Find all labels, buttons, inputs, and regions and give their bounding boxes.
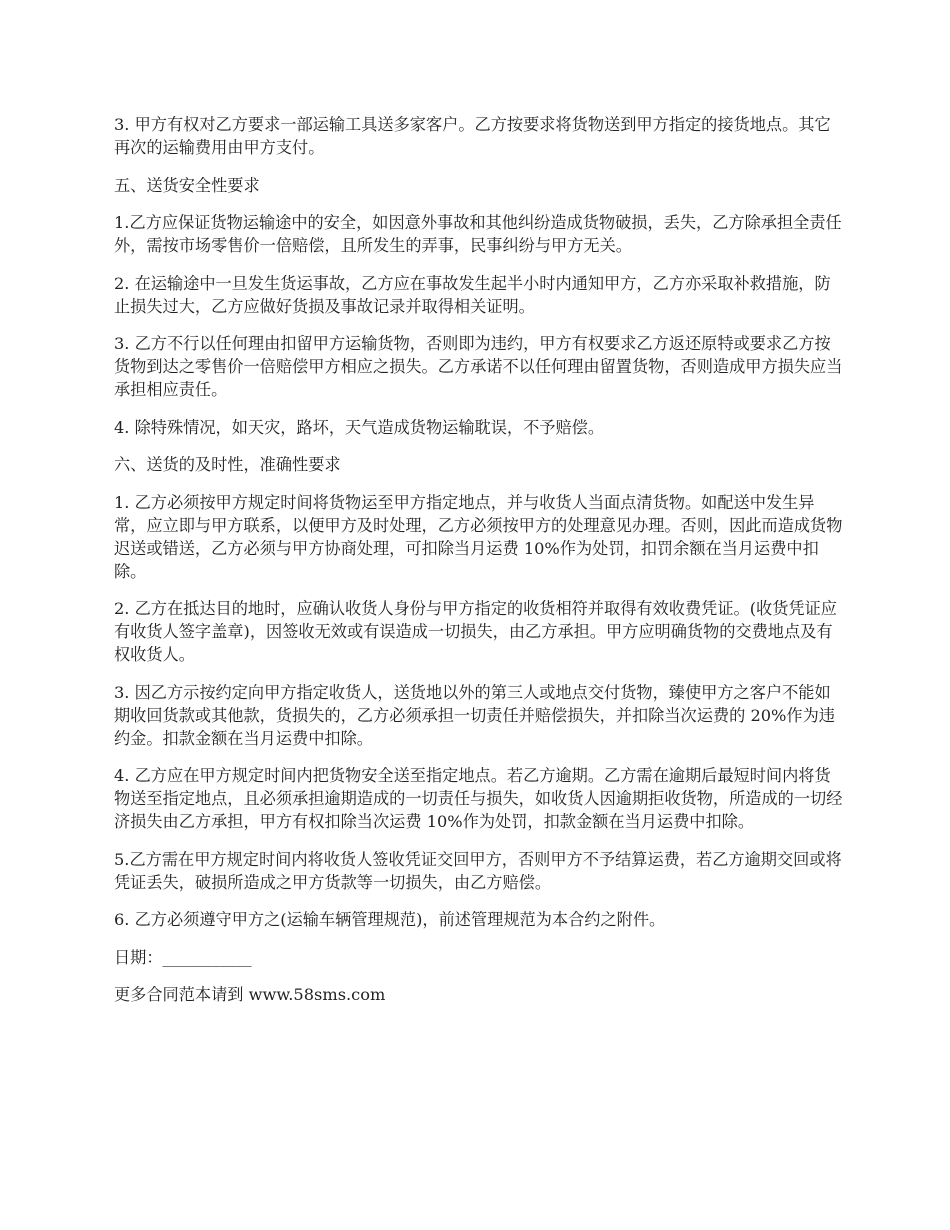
date-line: 日期：___________	[114, 947, 252, 967]
clause-3-multi-customer: 3. 甲方有权对乙方要求一部运输工具送多家客户。乙方按要求将货物送到甲方指定的接货地点。其它再次的运输费用由甲方支付。	[114, 115, 831, 157]
clause-1-transport-safety: 1.乙方应保证货物运输途中的安全，如因意外事故和其他纠纷造成货物破损，丢失，乙方除承担全责任外，需按市场零售价一倍赔偿，且所发生的弄事，民事纠纷与甲方无关。	[114, 213, 842, 255]
clause-2-recipient-verification: 2. 乙方在抵达目的地时，应确认收货人身份与甲方指定的收货相符并取得有效收费凭证。(收货凭证应有收货人签字盖章)，因签收无效或有误造成一切损失，由乙方承担。甲方应明确货物的交费地点及有权收货人。	[114, 599, 837, 664]
clause-6-vehicle-rules: 6. 乙方必须遵守甲方之(运输车辆管理规范)，前述管理规范为本合约之附件。	[114, 910, 666, 929]
section-heading-timeliness-accuracy: 六、送货的及时性，准确性要求	[114, 455, 341, 474]
clause-3-wrong-delivery: 3. 因乙方示按约定向甲方指定收货人，送货地以外的第三人或地点交付货物，臻使甲方之客户不能如期收回货款或其他款，货损失的，乙方必须承担一切责任并赔偿损失，并扣除当次运费的 20%作为违约金。扣款金额在当月运费中扣除。	[114, 682, 835, 748]
clause-3-no-detention: 3. 乙方不行以任何理由扣留甲方运输货物，否则即为违约，甲方有权要求乙方返还原特或要求乙方按货物到达之零售价一倍赔偿甲方相应之损失。乙方承诺不以任何理由留置货物，否则造成甲方损失应当承担相应责任。	[114, 334, 843, 399]
clause-4-force-majeure: 4. 除特殊情况，如天灾，路坏，天气造成货物运输耽误，不予赔偿。	[114, 417, 605, 437]
clause-4-late-delivery: 4. 乙方应在甲方规定时间内把货物安全送至指定地点。若乙方逾期。乙方需在逾期后最短时间内将货物送至指定地点，且必须承担逾期造成的一切责任与损失，如收货人因逾期拒收货物，所造成的一切经济损失由乙方承担，甲方有权扣除当次运费 10%作为处罚，扣款金额在当月运费中扣除。	[114, 766, 843, 831]
footer-more-templates: 更多合同范本请到 www.58sms.com	[114, 985, 386, 1004]
section-heading-delivery-safety: 五、送货安全性要求	[114, 175, 260, 195]
clause-1-delivery-time: 1. 乙方必须按甲方规定时间将货物运至甲方指定地点，并与收货人当面点清货物。如配送中发生异常，应立即与甲方联系，以便甲方及时处理，乙方必须按甲方的处理意见办理。否则，因此而造成货物迟送或错送，乙方必须与甲方协商处理，可扣除当月运费 10%作为处罚，扣罚余额在当月运费中扣除。	[114, 492, 843, 581]
clause-5-receipt-return: 5.乙方需在甲方规定时间内将收货人签收凭证交回甲方，否则甲方不予结算运费，若乙方逾期交回或将凭证丢失，破损所造成之甲方货款等一切损失，由乙方赔偿。	[114, 849, 842, 892]
document-page	[114, 113, 844, 1021]
clause-2-accident-notice: 2. 在运输途中一旦发生货运事故，乙方应在事故发生起半小时内通知甲方，乙方亦采取补救措施，防止损失过大，乙方应做好货损及事故记录并取得相关证明。	[114, 273, 831, 316]
